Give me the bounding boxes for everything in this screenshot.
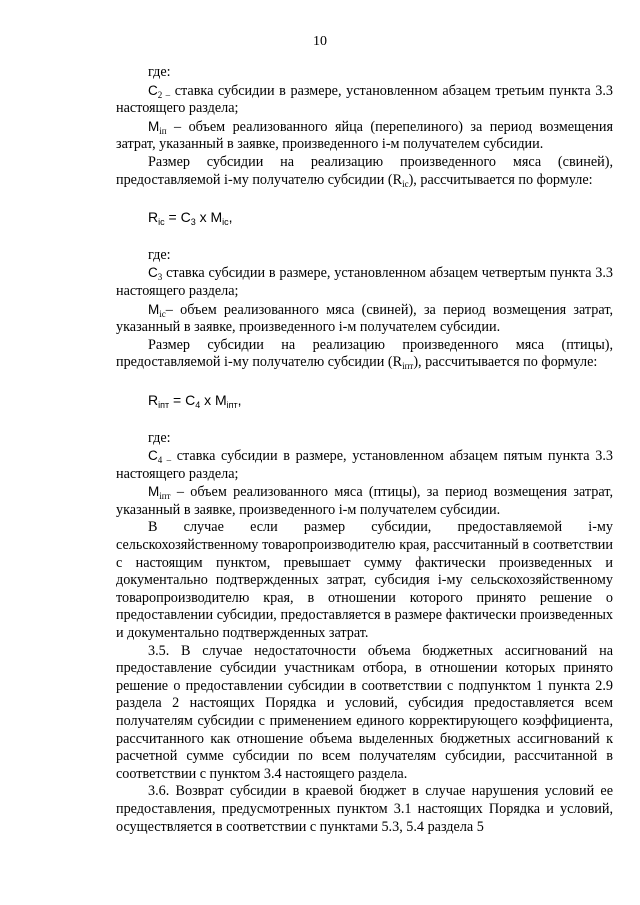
where-label: где: [148,64,171,80]
paragraph-poultry-subsidy: Размер субсидии на реализацию произведенного мяса (птицы), предоставляемой i-му получателю субсидии $(R_{iпт})$, рассчитывается по формуле: [116,336,613,372]
formula-poultry: $R_{iпт} = С_4$ х $М_{iпт}$, [148,391,242,410]
page-number: 10 [313,34,327,49]
definition-m-egg: $М_{iп}$ – объем реализованного яйца (перепелиного) за период возмещения затрат, указанный в заявке, произведенного i-м получателем субсидии. [116,118,613,153]
paragraph-excess-case: В случае если размер субсидии, предоставляемой i-му сельскохозяйственному товаропроизводителю края, рассчитанный в соответствии с настоящим пунктом, превышает сумму фактически произведенных и документально подтвержденных затрат, субсидия i-му сельскохозяйственному товаропроизводителю края, в отношении которого принято решение о предоставлении субсидии, предоставляется в размере фактически произведенных и документально подтвержденных затрат. [116,519,613,642]
definition-c3: $С_3$ ставка субсидии в размере, установленном абзацем четвертым пункта 3.3 настоящего раздела; [116,265,613,299]
definition-m-poultry: $М_{iпт}$ – объем реализованного мяса (птицы), за период возмещения затрат, указанный в заявке, произведенного i-м получателем субсидии. [116,484,613,518]
paragraph-pork-subsidy: Размер субсидии на реализацию произведенного мяса (свиней), предоставляемой i-му получателю субсидии $(R_{iс})$, рассчитывается по формуле: [116,153,613,189]
definition-c2: $С_{2 -}$ ставка субсидии в размере, установленном абзацем третьим пункта 3.3 настоящего раздела; [116,82,613,117]
definition-c4: $С_{4 -}$ ставка субсидии в размере, установленном абзацем пятым пункта 3.3 настоящего раздела; [116,448,613,482]
section-3-6: 3.6. Возврат субсидии в краевой бюджет в случае нарушения условий ее предоставления, предусмотренных пунктом 3.1 настоящих Порядка и условий, осуществляется в соответствии с пунктами 5.3, 5.4 раздела 5 [116,783,613,835]
section-3-5: 3.5. В случае недостаточности объема бюджетных ассигнований на предоставление субсидии участникам отбора, в отношении которых принято решение о предоставлении субсидии в соответствии с подпунктом 1 пункта 2.9 раздела 2 настоящих Порядка и условий, субсидия предоставляется всем получателям субсидии с применением единого корректирующего коэффициента, рассчитанного как отношение объема выделенных бюджетных ассигнований к расчетной сумме субсидии по всем получателям субсидии, рассчитанной в соответствии с пунктом 3.4 настоящего раздела. [116,642,613,782]
formula-pork: $R_{iс} = С_3$ х $М_{iс}$, [148,209,233,228]
where-label: где: [148,246,171,263]
where-label: где: [148,429,171,446]
definition-m-pork: $М_{iс}-$ объем реализованного мяса (свиней), за период возмещения затрат, указанный в заявке, произведенного i-м получателем субсидии. [116,301,613,336]
document-body [116,64,613,836]
